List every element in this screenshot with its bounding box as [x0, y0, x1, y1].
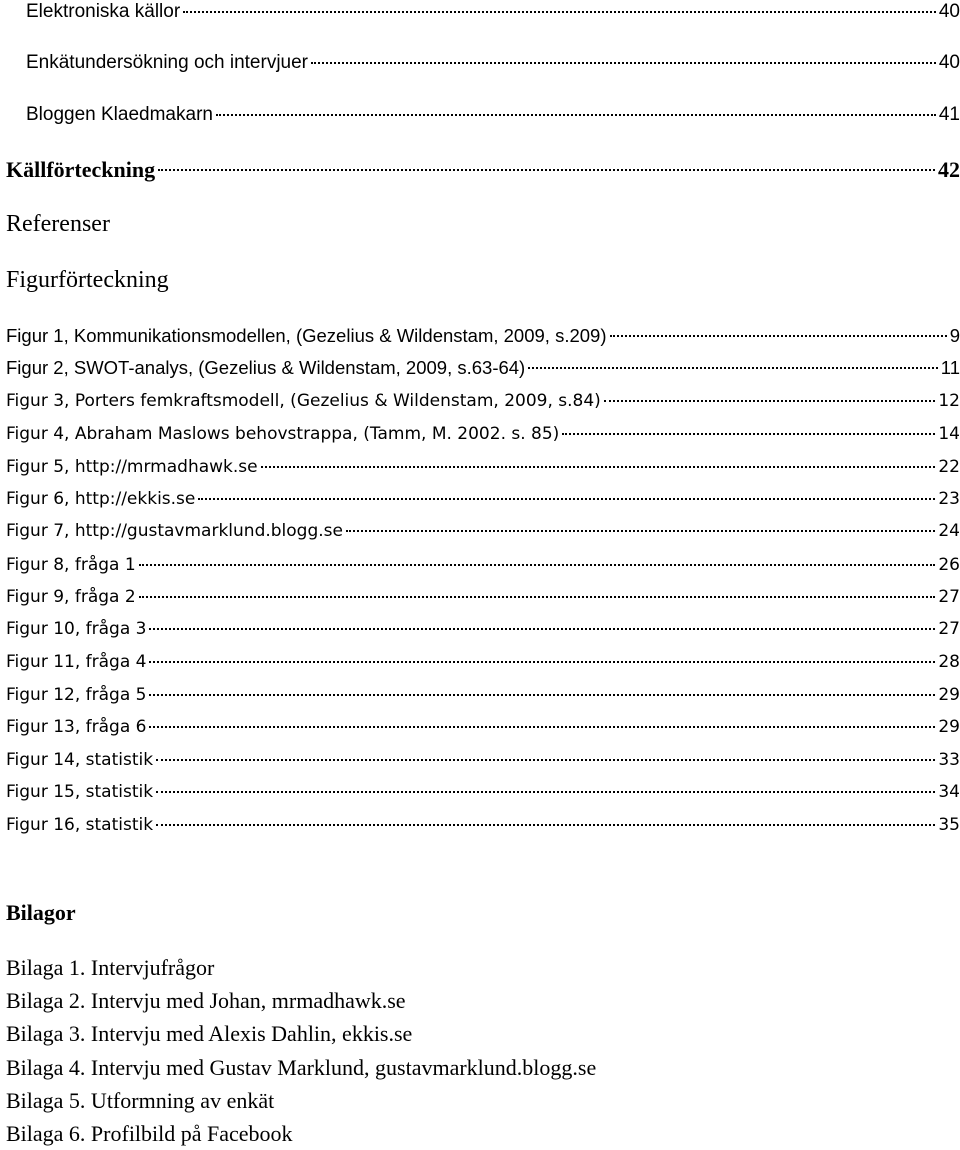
dot-leader: [156, 782, 935, 793]
figure-label: Figur 1, Kommunikationsmodellen, (Gezelius & Wildenstam, 2009, s.209): [6, 325, 607, 346]
figure-label: Figur 3, Porters femkraftsmodell, (Gezelius & Wildenstam, 2009, s.84): [6, 391, 601, 411]
figure-entry[interactable]: [6, 489, 960, 509]
figure-label: Figur 15, statistik: [6, 782, 154, 802]
figure-label: Figur 5, http://mrmadhawk.se: [6, 457, 258, 477]
toc-entry-label: Enkätundersökning och intervjuer: [26, 52, 309, 73]
appendix-item: Bilaga 5. Utformning av enkät: [6, 1088, 275, 1113]
figure-page: 35: [938, 815, 960, 835]
figure-entry[interactable]: [6, 652, 960, 672]
toc-entry[interactable]: [6, 52, 960, 74]
figure-page: 12: [938, 391, 960, 411]
toc-entry[interactable]: [6, 1, 960, 23]
dot-leader: [149, 652, 935, 663]
figure-label: Figur 4, Abraham Maslows behovstrappa, (Tamm, M. 2002. s. 85): [6, 424, 560, 444]
appendix-item: Bilaga 1. Intervjufrågor: [6, 955, 215, 980]
bilagor-heading: Bilagor: [6, 900, 76, 925]
figure-entry[interactable]: [6, 782, 960, 802]
dot-leader: [198, 489, 935, 500]
figure-page: 14: [938, 424, 960, 444]
figure-page: 11: [940, 357, 960, 378]
figure-entry[interactable]: [6, 555, 960, 575]
toc-entry[interactable]: [6, 104, 960, 126]
figure-page: 26: [938, 555, 960, 575]
dot-leader: [139, 555, 936, 566]
figure-entry[interactable]: [6, 457, 960, 477]
dot-leader: [610, 325, 947, 337]
figure-label: Figur 2, SWOT-analys, (Gezelius & Wildenstam, 2009, s.63-64): [6, 357, 526, 378]
dot-leader: [528, 357, 938, 369]
dot-leader: [346, 521, 935, 532]
dot-leader: [261, 457, 936, 468]
toc-entry-page: 41: [938, 104, 960, 125]
figure-page: 29: [938, 685, 960, 705]
figure-entry[interactable]: [6, 619, 960, 639]
referenser-heading: Referenser: [6, 211, 110, 237]
figure-entry[interactable]: [6, 587, 960, 607]
toc-entry-label: Källförteckning: [6, 157, 156, 182]
figure-page: 23: [938, 489, 960, 509]
dot-leader: [216, 104, 936, 116]
dot-leader: [604, 391, 936, 402]
figure-page: 24: [938, 521, 960, 541]
dot-leader: [562, 424, 935, 435]
figure-page: 33: [938, 750, 960, 770]
figure-entry[interactable]: [6, 325, 960, 347]
figure-page: 34: [938, 782, 960, 802]
dot-leader: [158, 157, 935, 171]
figure-label: Figur 9, fråga 2: [6, 587, 136, 607]
dot-leader: [183, 1, 936, 13]
figure-label: Figur 12, fråga 5: [6, 685, 147, 705]
appendix-item: Bilaga 3. Intervju med Alexis Dahlin, ekkis.se: [6, 1021, 413, 1046]
appendix-item: Bilaga 4. Intervju med Gustav Marklund, gustavmarklund.blogg.se: [6, 1055, 597, 1080]
figure-page: 27: [938, 587, 960, 607]
toc-entry-page: 42: [938, 157, 960, 182]
toc-entry-page: 40: [938, 52, 960, 73]
figure-page: 27: [938, 619, 960, 639]
figure-label: Figur 6, http://ekkis.se: [6, 489, 196, 509]
figure-entry[interactable]: [6, 685, 960, 705]
dot-leader: [149, 685, 935, 696]
appendix-item: Bilaga 6. Profilbild på Facebook: [6, 1121, 293, 1146]
figure-page: 28: [938, 652, 960, 672]
figure-entry[interactable]: [6, 717, 960, 737]
dot-leader: [149, 717, 935, 728]
appendix-item: Bilaga 2. Intervju med Johan, mrmadhawk.se: [6, 988, 406, 1013]
dot-leader: [149, 619, 935, 630]
dot-leader: [156, 815, 935, 826]
figure-label: Figur 10, fråga 3: [6, 619, 147, 639]
figurforteckning-heading: Figurförteckning: [6, 267, 169, 293]
figure-entry[interactable]: [6, 424, 960, 444]
toc-entry-label: Bloggen Klaedmakarn: [26, 104, 213, 125]
figure-label: Figur 7, http://gustavmarklund.blogg.se: [6, 521, 343, 541]
toc-entry-label: Elektroniska källor: [26, 1, 181, 22]
figure-entry[interactable]: [6, 750, 960, 770]
figure-label: Figur 13, fråga 6: [6, 717, 147, 737]
dot-leader: [156, 750, 935, 761]
figure-page: 22: [938, 457, 960, 477]
figure-entry[interactable]: [6, 391, 960, 411]
toc-entry-page: 40: [938, 1, 960, 22]
figure-page: 29: [938, 717, 960, 737]
dot-leader: [139, 587, 936, 598]
figure-label: Figur 16, statistik: [6, 815, 154, 835]
figure-entry[interactable]: [6, 357, 960, 379]
figure-entry[interactable]: [6, 521, 960, 541]
toc-main-entry[interactable]: [6, 157, 960, 183]
figure-label: Figur 11, fråga 4: [6, 652, 147, 672]
figure-label: Figur 8, fråga 1: [6, 555, 136, 575]
figure-page: 9: [949, 325, 960, 346]
figure-label: Figur 14, statistik: [6, 750, 154, 770]
dot-leader: [311, 52, 936, 64]
figure-entry[interactable]: [6, 815, 960, 835]
